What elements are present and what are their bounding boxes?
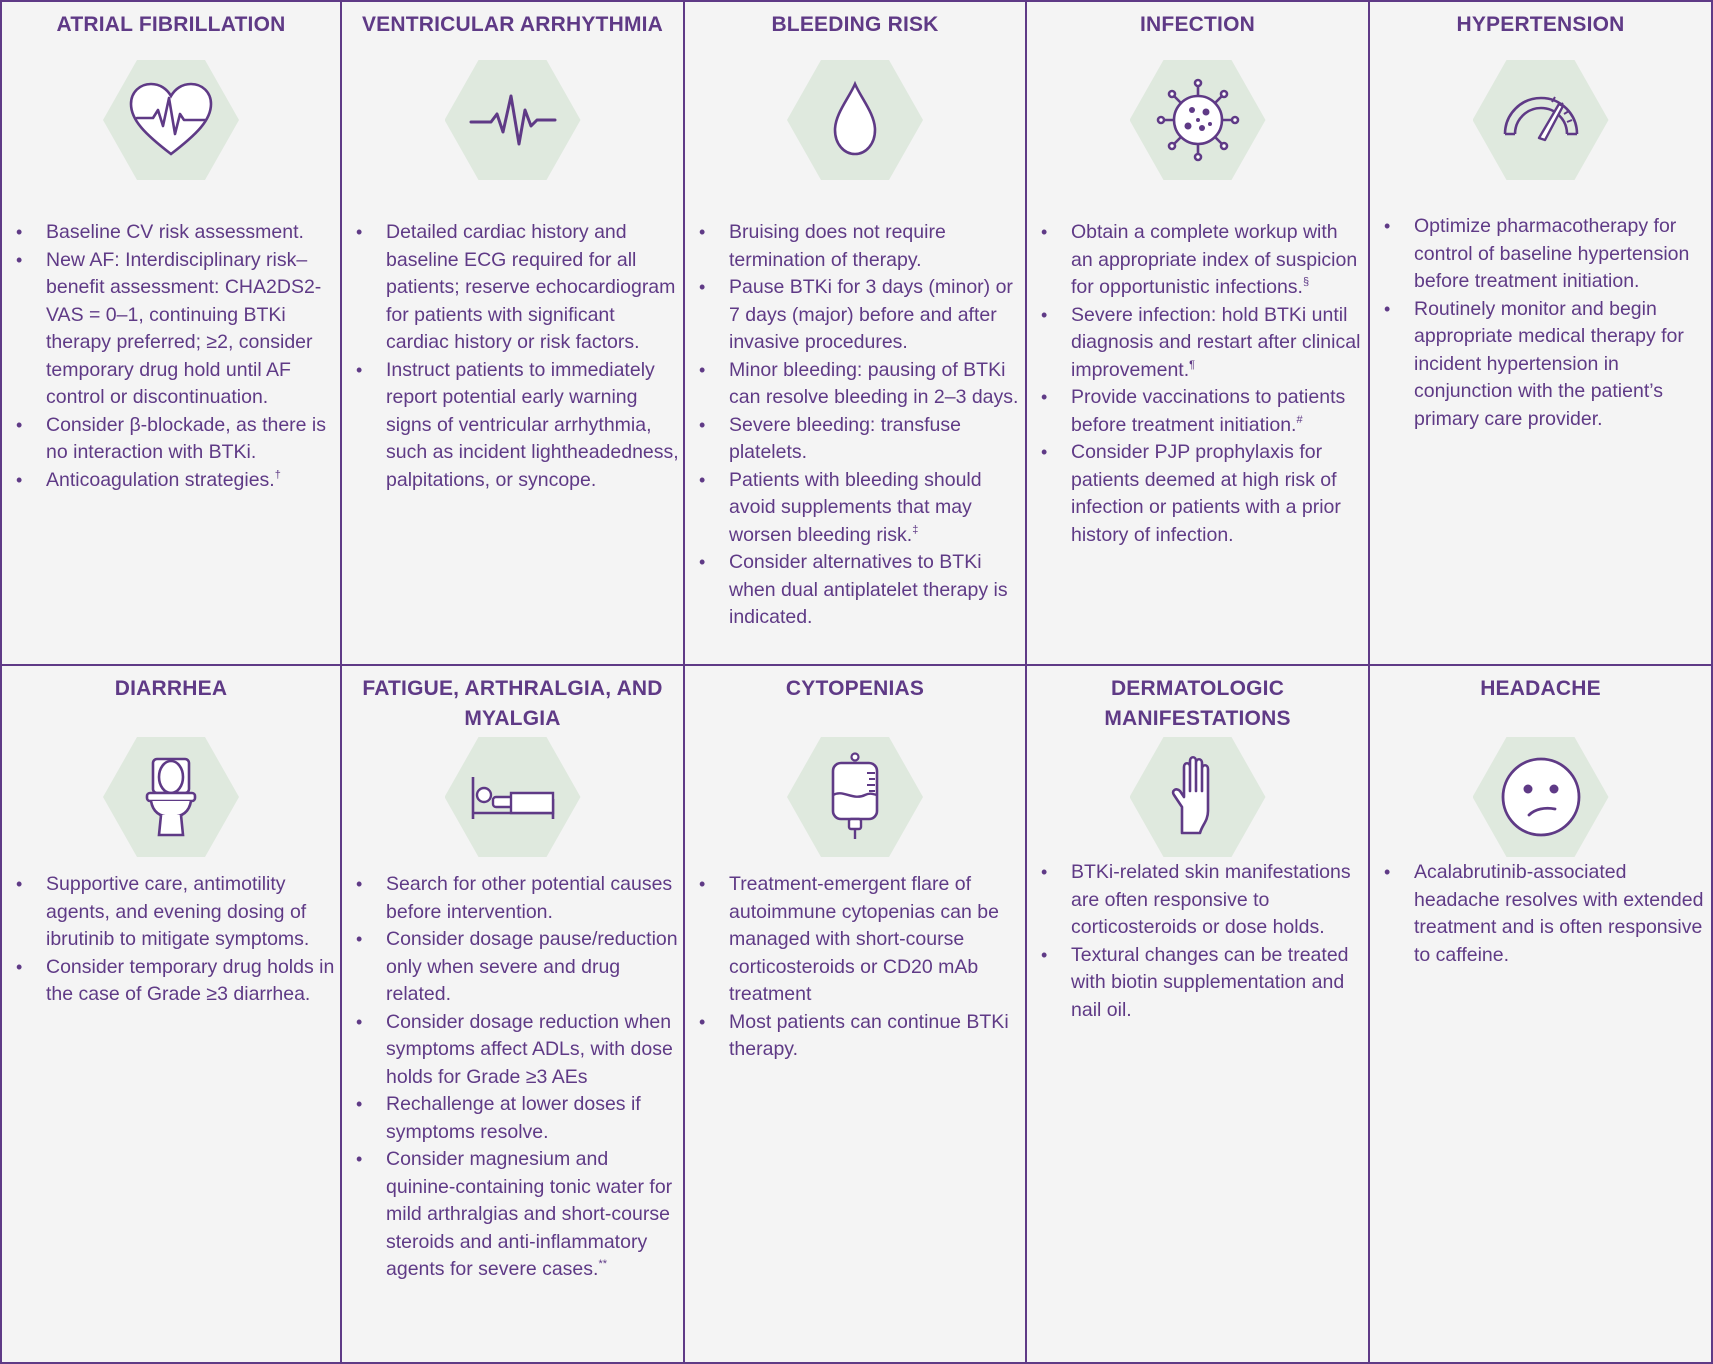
bed-patient-icon <box>467 751 559 843</box>
icon-hexagon <box>445 737 581 857</box>
icon-hexagon <box>1473 737 1609 857</box>
list-item: • Anticoagulation strategies.† <box>16 467 336 495</box>
list-item: • Consider dosage pause/reduction only when severe and drug related. <box>356 926 679 1009</box>
list-item: • Baseline CV risk assessment. <box>16 219 336 247</box>
icon-hexagon <box>787 737 923 857</box>
bullet-list <box>1384 213 1707 433</box>
card-ventricular-arrhythmia <box>342 0 685 666</box>
card-title: INFECTION <box>1140 13 1255 36</box>
list-item: • Consider temporary drug holds in the case of Grade ≥3 diarrhea. <box>16 954 336 1009</box>
bullet-list <box>16 871 336 1009</box>
bullet-list <box>699 871 1021 1064</box>
toilet-icon <box>125 751 217 843</box>
list-item: • Consider PJP prophylaxis for patients deemed at high risk of infection or patients with a prior history of infection. <box>1041 439 1364 549</box>
icon-hexagon <box>1130 737 1266 857</box>
card-atrial-fibrillation <box>0 0 342 666</box>
card-title: BLEEDING RISK <box>771 13 939 36</box>
icon-hexagon <box>1473 60 1609 180</box>
card-title: HYPERTENSION <box>1456 13 1625 36</box>
list-item: • Treatment-emergent flare of autoimmune cytopenias can be managed with short-course corticosteroids or CD20 mAb treatment <box>699 871 1021 1009</box>
list-item: • Patients with bleeding should avoid supplements that may worsen bleeding risk.‡ <box>699 467 1021 550</box>
bullet-list <box>1041 859 1364 1024</box>
icon-hexagon <box>445 60 581 180</box>
list-item: • Consider dosage reduction when symptoms affect ADLs, with dose holds for Grade ≥3 AEs <box>356 1009 679 1092</box>
hand-icon <box>1152 751 1244 843</box>
list-item: • Obtain a complete workup with an appropriate index of suspicion for opportunistic infections.§ <box>1041 219 1364 302</box>
card-title: VENTRICULAR ARRHYTHMIA <box>361 13 664 36</box>
card-bleeding-risk <box>685 0 1027 666</box>
list-item: • Pause BTKi for 3 days (minor) or 7 days (major) before and after invasive procedures. <box>699 274 1021 357</box>
icon-hexagon <box>103 60 239 180</box>
card-cytopenias <box>685 666 1027 1364</box>
footnote-mark: # <box>1296 413 1303 426</box>
gauge-icon <box>1495 74 1587 166</box>
card-title: DIARRHEA <box>114 677 228 700</box>
list-item: • Bruising does not require termination of therapy. <box>699 219 1021 274</box>
card-fatigue-arthralgia-myalgia <box>342 666 685 1364</box>
list-item: • Routinely monitor and begin appropriate medical therapy for incident hypertension in conjunction with the patient’s primary care provider. <box>1384 296 1707 434</box>
list-item: • Consider β-blockade, as there is no interaction with BTKi. <box>16 412 336 467</box>
list-item: • Instruct patients to immediately report potential early warning signs of ventricular arrhythmia, such as incident lightheadedness, palpitations, or syncope. <box>356 357 679 495</box>
list-item: • Search for other potential causes before intervention. <box>356 871 679 926</box>
bullet-list <box>699 219 1021 632</box>
iv-bag-icon <box>809 751 901 843</box>
footnote-mark: ** <box>598 1258 608 1270</box>
blood-drop-icon <box>809 74 901 166</box>
list-item: • Severe bleeding: transfuse platelets. <box>699 412 1021 467</box>
list-item: • New AF: Interdisciplinary risk–benefit assessment: CHA2DS2-VAS = 0–1, continuing BTKi therapy preferred; ≥2, consider temporary drug hold until AF control or discontinuation. <box>16 247 336 412</box>
card-title: HEADACHE <box>1480 677 1601 700</box>
bullet-list <box>356 219 679 494</box>
footnote-mark: † <box>274 468 281 481</box>
card-title: CYTOPENIAS <box>785 677 925 700</box>
icon-hexagon <box>787 60 923 180</box>
card-dermatologic-manifestations <box>1027 666 1370 1364</box>
ecg-wave-icon <box>467 74 559 166</box>
list-item: • Minor bleeding: pausing of BTKi can resolve bleeding in 2–3 days. <box>699 357 1021 412</box>
card-infection <box>1027 0 1370 666</box>
list-item: • Textural changes can be treated with biotin supplementation and nail oil. <box>1041 942 1364 1025</box>
card-diarrhea <box>0 666 342 1364</box>
card-headache <box>1370 666 1713 1364</box>
list-item: • BTKi-related skin manifestations are often responsive to corticosteroids or dose holds. <box>1041 859 1364 942</box>
footnote-mark: ‡ <box>912 523 919 536</box>
virus-icon <box>1152 74 1244 166</box>
icon-hexagon <box>1130 60 1266 180</box>
bullet-list <box>356 871 679 1284</box>
card-hypertension <box>1370 0 1713 666</box>
confused-face-icon <box>1495 751 1587 843</box>
card-title: FATIGUE, ARTHRALGIA, AND MYALGIA <box>362 677 663 730</box>
list-item: • Consider magnesium and quinine-containing tonic water for mild arthralgias and short-course steroids and anti-inflammatory agents for severe cases.** <box>356 1146 679 1284</box>
card-title: ATRIAL FIBRILLATION <box>56 13 286 36</box>
bullet-list <box>16 219 336 494</box>
card-title: DERMATOLOGIC MANIFESTATIONS <box>1104 677 1291 730</box>
footnote-mark: ¶ <box>1189 358 1196 371</box>
icon-hexagon <box>103 737 239 857</box>
bullet-list <box>1384 859 1707 969</box>
list-item: • Acalabrutinib-associated headache resolves with extended treatment and is often responsive to caffeine. <box>1384 859 1707 969</box>
heart-ecg-icon <box>125 74 217 166</box>
bullet-list <box>1041 219 1364 549</box>
list-item: • Consider alternatives to BTKi when dual antiplatelet therapy is indicated. <box>699 549 1021 632</box>
list-item: • Optimize pharmacotherapy for control of baseline hypertension before treatment initiation. <box>1384 213 1707 296</box>
footnote-mark: § <box>1302 276 1310 288</box>
list-item: • Most patients can continue BTKi therapy. <box>699 1009 1021 1064</box>
list-item: • Severe infection: hold BTKi until diagnosis and restart after clinical improvement.¶ <box>1041 302 1364 385</box>
list-item: • Supportive care, antimotility agents, and evening dosing of ibrutinib to mitigate symptoms. <box>16 871 336 954</box>
list-item: • Detailed cardiac history and baseline ECG required for all patients; reserve echocardiogram for patients with significant cardiac history or risk factors. <box>356 219 679 357</box>
list-item: • Rechallenge at lower doses if symptoms resolve. <box>356 1091 679 1146</box>
list-item: • Provide vaccinations to patients before treatment initiation.# <box>1041 384 1364 439</box>
